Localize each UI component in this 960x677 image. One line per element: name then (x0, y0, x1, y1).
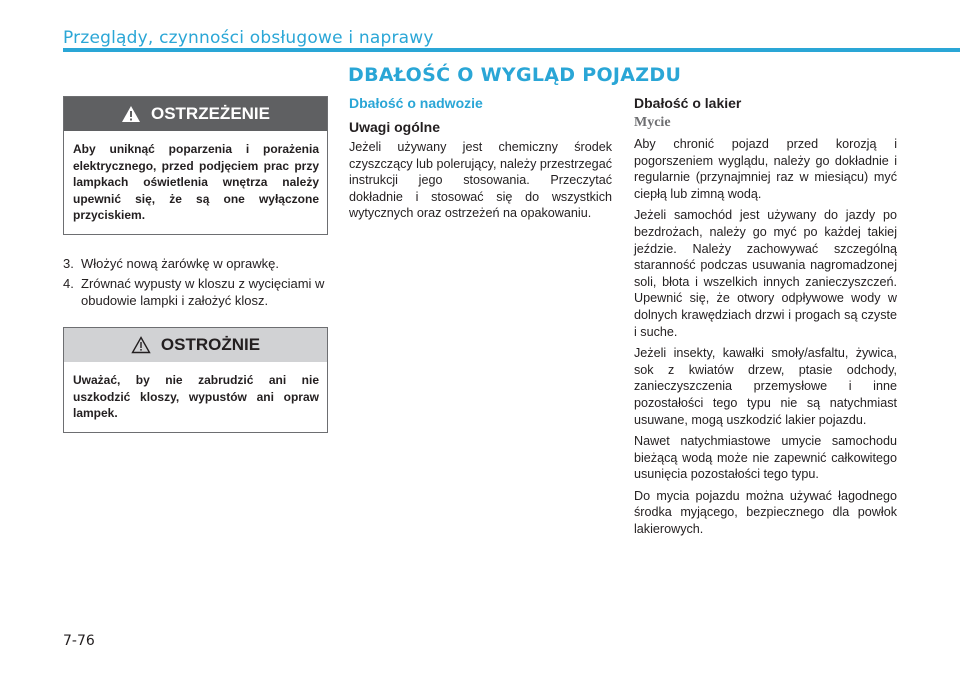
general-notes-heading: Uwagi ogólne (349, 119, 440, 135)
step-text: Zrównać wypusty w kloszu z wycięciami w obudowie lampki i założyć klosz. (81, 276, 325, 308)
paragraph: Jeżeli używany jest chemiczny środek czyszczący lub polerujący, należy przestrzegać instrukcji jego stosowania. Przeczytać dokładnie i stosować się do wszystkich wytycznych oraz ostrzeżeń na opakowaniu. (349, 140, 612, 221)
instruction-steps (63, 255, 328, 312)
caution-box (63, 327, 328, 433)
step-text: Włożyć nową żarówkę w oprawkę. (81, 256, 279, 271)
caution-header (64, 328, 327, 362)
paragraph: Jeżeli samochód jest używany do jazdy po bezdrożach, należy go myć po każdej takiej jeździe. Należy zachowywać szczególną staranność podczas usuwania nagromadzonej soli, błota i wszelkich innych zanieczyszczeń. Upewnić się, że otwory odpływowe wody w dolnych krawędziach drzwi i progach są czyste i suche. (634, 208, 897, 339)
paragraph: Nawet natychmiastowe umycie samochodu bieżącą wodą może nie zapewnić całkowitego usunięcia pozostałości tego typu. (634, 434, 897, 482)
page-number: 7-76 (63, 633, 95, 649)
caution-title: OSTROŻNIE (160, 335, 261, 354)
warning-text: Aby uniknąć poparzenia i porażenia elektrycznego, przed podjęciem prac przy lampkach oświetlenia wnętrza należy upewnić się, że są one wyłączone przyciskiem. (73, 142, 319, 222)
paragraph: Do mycia pojazdu można używać łagodnego środka myjącego, bezpiecznego dla powłok lakierowych. (634, 488, 897, 537)
warning-triangle-icon (121, 105, 141, 123)
paragraph: Aby chronić pojazd przed korozją i pogorszeniem wyglądu, należy go dokładnie i regularnie (przynajmniej raz w miesiącu) myć ciepłą lub zimną wodą. (634, 137, 897, 201)
warning-box (63, 96, 328, 235)
section-title: DBAŁOŚĆ O WYGLĄD POJAZDU (348, 64, 682, 86)
body-care-column (349, 95, 612, 227)
step-number: 4. (63, 276, 74, 291)
paint-care-column (634, 95, 897, 543)
step-item (63, 275, 328, 309)
caution-text: Uważać, by nie zabrudzić ani nie uszkodzić kloszy, wypustów ani opraw lampek. (73, 373, 319, 420)
chapter-title: Przeglądy, czynności obsługowe i naprawy (63, 28, 434, 48)
washing-heading: Mycie (634, 115, 671, 130)
paragraph: Jeżeli insekty, kawałki smoły/asfaltu, żywica, sok z kwiatów drzew, ptasie odchody, zanieczyszczenia przemysłowe i inne pozostałości tego typu nie są natychmiast usuwane, mogą uszkodzić lakier pojazdu. (634, 346, 897, 427)
caution-triangle-icon (131, 336, 151, 354)
subsection-title: Dbałość o nadwozie (349, 95, 483, 111)
step-number: 3. (63, 256, 74, 271)
step-item (63, 255, 328, 272)
warning-title: OSTRZEŻENIE (150, 104, 270, 123)
paint-care-heading: Dbałość o lakier (634, 95, 742, 111)
warning-header (64, 97, 327, 131)
header-divider (63, 48, 960, 52)
